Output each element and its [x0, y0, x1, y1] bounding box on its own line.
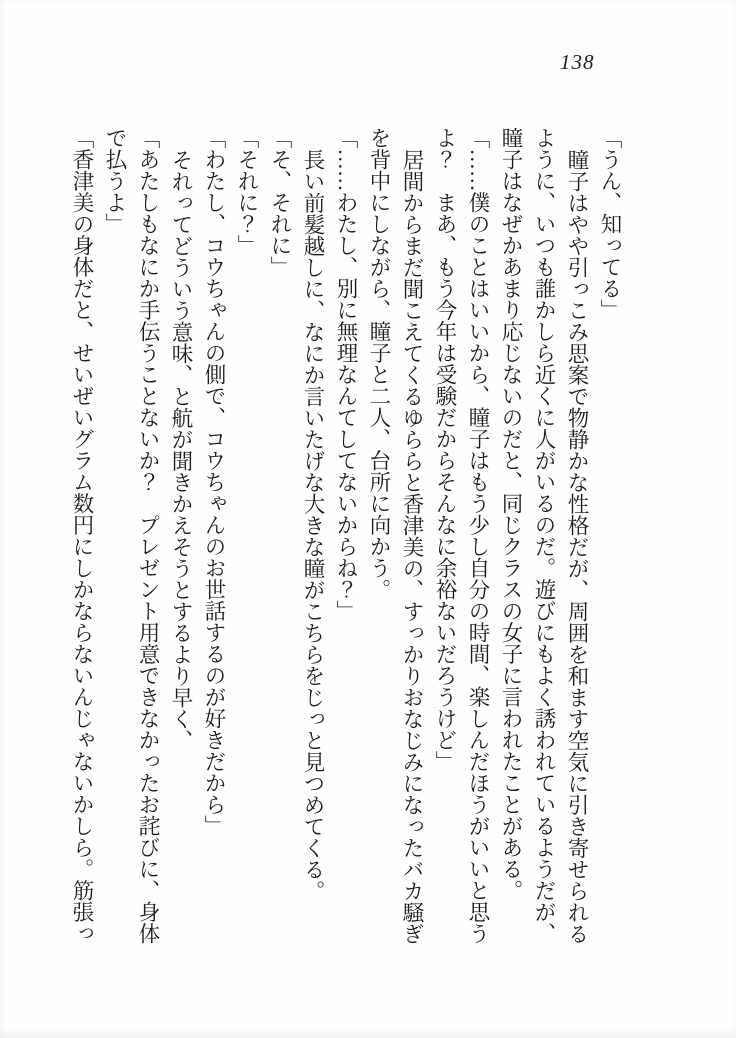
paragraph: 「それに？」 — [235, 127, 259, 256]
body-text — [64, 127, 626, 945]
page-number: 138 — [560, 50, 595, 74]
paragraph: 「香津美の身体だと、せいぜいグラム数円にしかならないんじゃないかしら。筋張っ — [70, 127, 94, 944]
paragraph: 居間からまだ聞こえてくるゆららと香津美の、すっかりおなじみになったバカ騒ぎを背中にしながら、瞳子と二人、台所に向かう。 — [367, 127, 424, 944]
paragraph: 「……わたし、別に無理なんてしてないからね？」 — [334, 127, 358, 622]
paragraph: 長い前髪越しに、なにか言いたげな大きな瞳がこちらをじっと見つめてくる。 — [301, 148, 325, 901]
paragraph: 瞳子はやや引っこみ思案で物静かな性格だが、周囲を和ます空気に引き寄せられるように、いつも誰かしら近くに人がいるのだ。遊びにもよく誘われているようだが、瞳子はなぜかあまり応じないのだと、同じクラスの女子に言われたことがある。 — [499, 127, 589, 944]
paragraph: 「……僕のことはいいから、瞳子はもう少し自分の時間、楽しんだほうがいいと思うよ？ まあ、もう今年は受験だからそんなに余裕ないだろうけど」 — [433, 127, 490, 944]
paragraph: それってどういう意味、と航が聞きかえそうとするより早く、 — [169, 148, 193, 751]
paragraph: 「あたしもなにか手伝うことないか？ プレゼント用意できなかったお詫びに、身体で払うよ」 — [103, 127, 160, 944]
paragraph: 「わたし、コウちゃんの側で、コウちゃんのお世話するのが好きだから」 — [202, 127, 226, 837]
paragraph: 「うん、知ってる」 — [598, 127, 622, 321]
paragraph: 「そ、それに」 — [268, 127, 292, 278]
